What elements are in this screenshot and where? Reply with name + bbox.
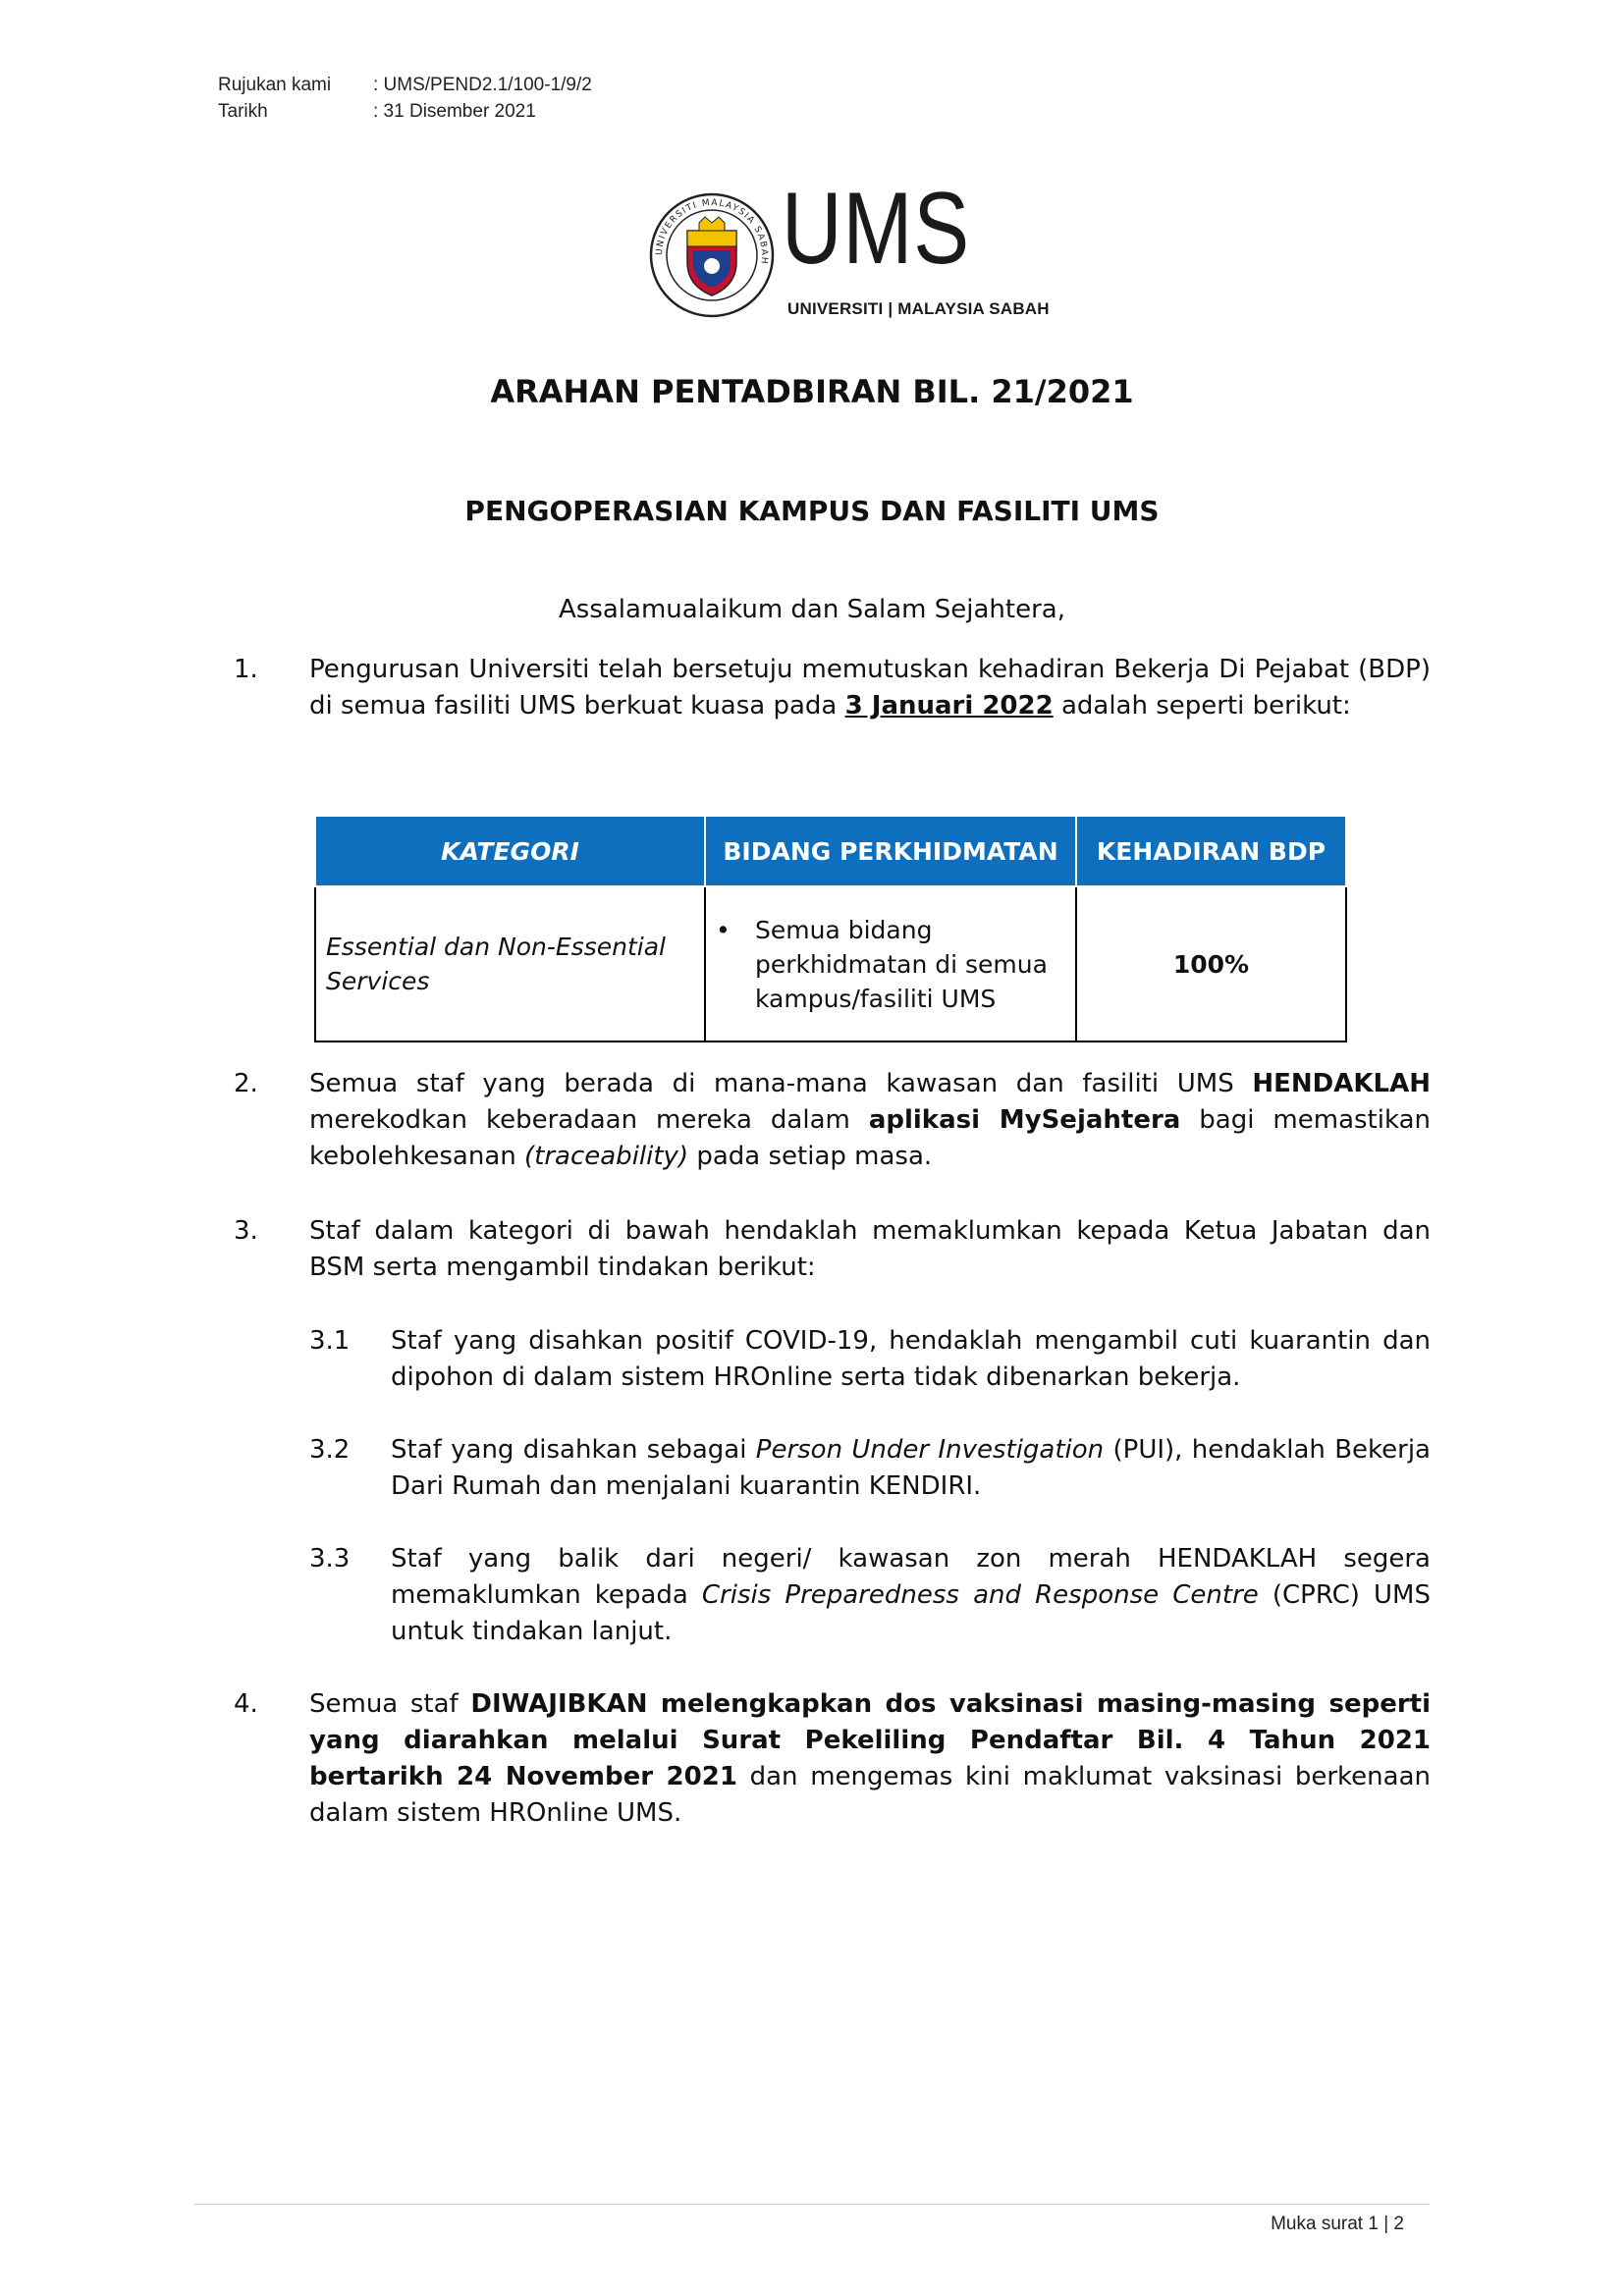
document-title: ARAHAN PENTADBIRAN BIL. 21/2021 [490,373,1134,410]
table-row [315,886,1346,1041]
paragraph-3-1-number: 3.1 [309,1326,351,1356]
page-number: Muka surat 1 | 2 [1271,2214,1404,2234]
date-label: Tarikh [218,101,268,122]
reference-date [218,101,536,123]
paragraph-3-3-number: 3.3 [309,1544,351,1574]
ums-seal-icon [648,191,776,319]
paragraph-1: Pengurusan Universiti telah bersetuju memutuskan kehadiran Bekerja Di Pejabat (BDP) di semua fasiliti UMS berkuat kuasa pada 3 Januari 2022 adalah seperti berikut: [309,655,1431,721]
paragraph-1-number: 1. [234,655,258,684]
paragraph-4: Semua staf DIWAJIBKAN melengkapkan dos vaksinasi masing-masing seperti yang diarahkan melalui Surat Pekeliling Pendaftar Bil. 4 Tahun 2021 bertarikh 24 November 2021 dan mengemas kini maklumat vaksinasi berkenaan dalam sistem HROnline UMS. [309,1689,1432,1828]
greeting: Assalamualaikum dan Salam Sejahtera, [559,595,1065,624]
paragraph-3-3: Staf yang balik dari negeri/ kawasan zon merah HENDAKLAH segera memaklumkan kepada Crisis Preparedness and Response Centre (CPRC) UMS untuk tindakan lanjut. [391,1544,1431,1646]
date-value: : 31 Disember 2021 [373,101,536,122]
header-kategori: KATEGORI [315,816,705,886]
paragraph-3-2: Staf yang disahkan sebagai Person Under Investigation (PUI), hendaklah Bekerja Dari Rumah dan menjalani kuarantin KENDIRI. [391,1435,1431,1501]
reference-value: : UMS/PEND2.1/100-1/9/2 [373,75,592,95]
header-bidang: BIDANG PERKHIDMATAN [705,816,1076,886]
cell-kategori: Essential dan Non-Essential Services [315,886,705,1041]
paragraph-3-1: Staf yang disahkan positif COVID-19, hendaklah mengambil cuti kuarantin dan dipohon di dalam sistem HROnline serta tidak dibenarkan bekerja. [391,1326,1431,1392]
logo-wordmark: UMS [782,172,970,286]
footer-divider [194,2204,1430,2205]
bullet-icon: • [716,915,731,944]
table-header-row [315,816,1346,886]
ums-logo [648,172,1050,324]
cell-kehadiran: 100% [1076,886,1346,1041]
reference-number [218,75,592,96]
document-subtitle: PENGOPERASIAN KAMPUS DAN FASILITI UMS [464,495,1160,527]
attendance-table [314,815,1347,1042]
paragraph-3: Staf dalam kategori di bawah hendaklah memaklumkan kepada Ketua Jabatan dan BSM serta mengambil tindakan berikut: [309,1216,1431,1282]
paragraph-2: Semua staf yang berada di mana-mana kawasan dan fasiliti UMS HENDAKLAH merekodkan keberadaan mereka dalam aplikasi MySejahtera bagi memastikan kebolehkesanan (traceability) pada setiap masa. [309,1069,1431,1171]
logo-university-name: UNIVERSITI | MALAYSIA SABAH [787,299,1050,318]
header-kehadiran: KEHADIRAN BDP [1076,816,1346,886]
seal-ring-text: UNIVERSITI MALAYSIA SABAH [654,197,770,266]
paragraph-2-number: 2. [234,1069,258,1098]
paragraph-3-2-number: 3.2 [309,1435,351,1465]
effective-date: 3 Januari 2022 [844,691,1054,721]
cell-bidang: • Semua bidang perkhidmatan di semua kampus/fasiliti UMS [705,886,1076,1041]
paragraph-3-number: 3. [234,1216,258,1246]
paragraph-4-number: 4. [234,1689,258,1719]
reference-label: Rujukan kami [218,75,332,95]
